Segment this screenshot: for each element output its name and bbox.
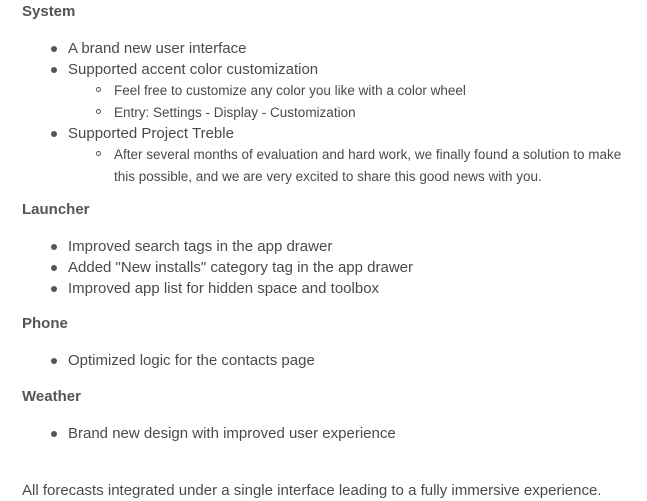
sub-list-item: Entry: Settings - Display - Customization bbox=[68, 102, 642, 124]
list-item: Supported accent color customization Feel free to customize any color you like with a color wheel Entry: Settings - Display - Customization bbox=[22, 59, 642, 123]
section-list bbox=[22, 423, 642, 444]
section-heading: Phone bbox=[22, 315, 68, 332]
sub-list-item: After several months of evaluation and hard work, we finally found a solution to make this possible, and we are very excited to share this good news with you. bbox=[68, 144, 642, 187]
list-item: Brand new design with improved user experience bbox=[22, 423, 642, 444]
sub-list bbox=[68, 144, 642, 187]
list-item: Added "New installs" category tag in the app drawer bbox=[22, 257, 642, 278]
list-item: Improved app list for hidden space and toolbox bbox=[22, 278, 642, 299]
section-heading: System bbox=[22, 3, 76, 20]
section-launcher bbox=[22, 200, 642, 299]
section-heading: Weather bbox=[22, 388, 81, 405]
sub-list-item: Feel free to customize any color you like with a color wheel bbox=[68, 80, 642, 102]
section-list bbox=[22, 350, 642, 371]
sub-list bbox=[68, 80, 642, 123]
closing-paragraph: All forecasts integrated under a single interface leading to a fully immersive experience. bbox=[22, 482, 602, 499]
list-item: Supported Project Treble After several months of evaluation and hard work, we finally found a solution to make this possible, and we are very excited to share this good news with you. bbox=[22, 123, 642, 187]
section-weather bbox=[22, 387, 642, 444]
list-item: A brand new user interface bbox=[22, 38, 642, 59]
section-system bbox=[22, 2, 642, 187]
section-list bbox=[22, 236, 642, 299]
section-list bbox=[22, 38, 642, 187]
list-item: Optimized logic for the contacts page bbox=[22, 350, 642, 371]
section-phone bbox=[22, 314, 642, 371]
list-item: Improved search tags in the app drawer bbox=[22, 236, 642, 257]
section-heading: Launcher bbox=[22, 201, 90, 218]
